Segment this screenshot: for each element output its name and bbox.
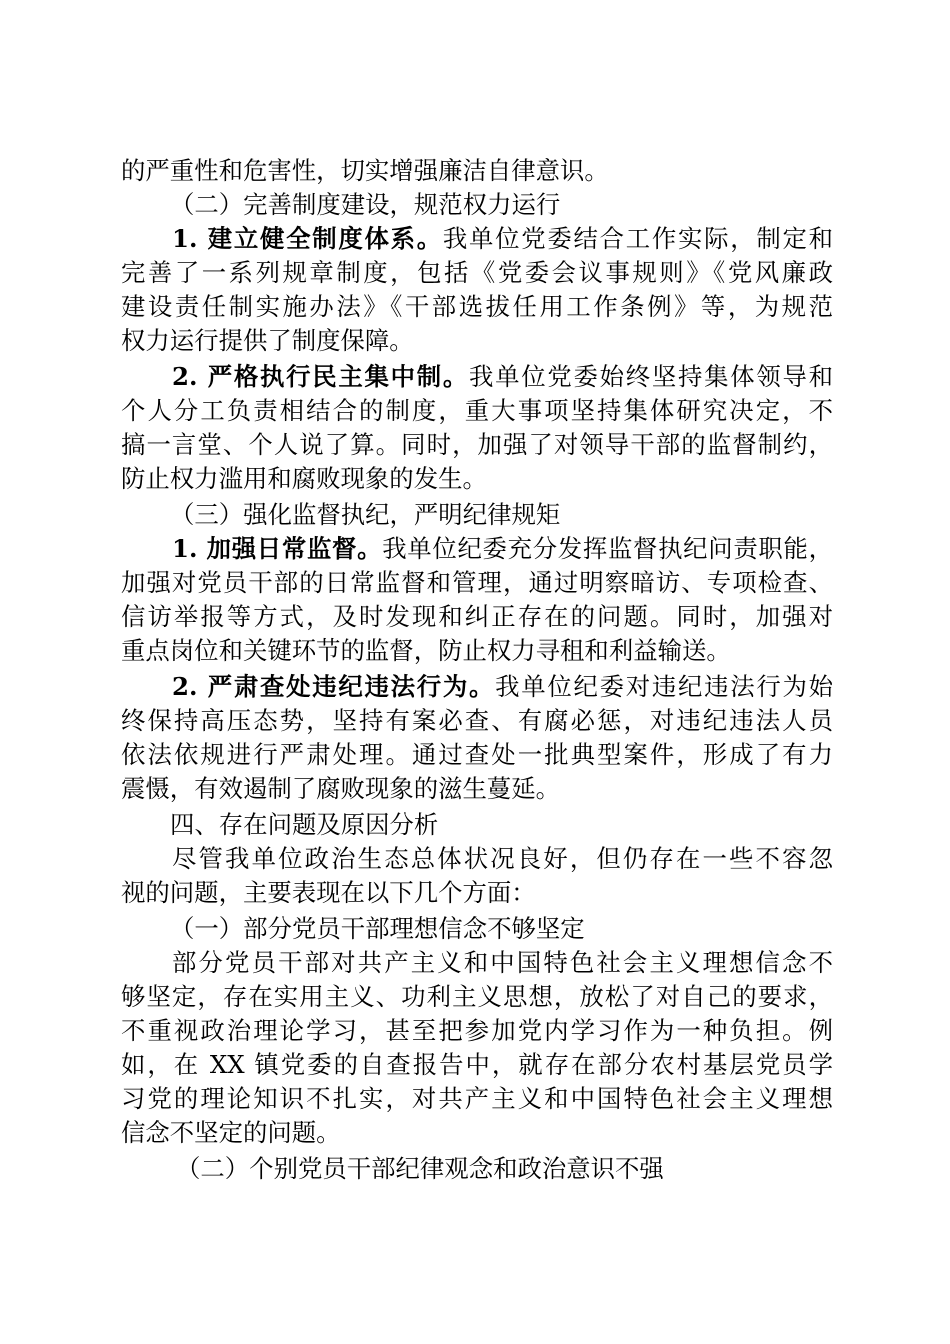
paragraph-line: 2. 严肃查处违纪违法行为。我单位纪委对违纪违法行为始 (172, 672, 833, 701)
chapter-heading: 四、存在问题及原因分析 (170, 810, 439, 839)
text-line: 视的问题，主要表现在以下几个方面： (121, 878, 536, 907)
section-heading: （二）完善制度建设，规范权力运行 (170, 190, 561, 219)
paragraph-line: 2. 严格执行民主集中制。我单位党委始终坚持集体领导和 (172, 362, 833, 391)
text-line: 如，在 XX 镇党委的自查报告中，就存在部分农村基层党员学 (121, 1050, 833, 1079)
text-line: 个人分工负责相结合的制度，重大事项坚持集体研究决定，不 (121, 396, 833, 425)
paragraph-line: 部分党员干部对共产主义和中国特色社会主义理想信念不 (172, 948, 833, 977)
text-line: 完善了一系列规章制度，包括《党委会议事规则》《党风廉政 (121, 258, 833, 287)
text-line: 权力运行提供了制度保障。 (121, 326, 414, 355)
text-line: 依法依规进行严肃处理。通过查处一批典型案件，形成了有力 (121, 740, 833, 769)
text-line: 的严重性和危害性，切实增强廉洁自律意识。 (121, 156, 609, 185)
text-line: 信访举报等方式，及时发现和纠正存在的问题。同时，加强对 (121, 602, 833, 631)
text-line: 搞一言堂、个人说了算。同时，加强了对领导干部的监督制约， (121, 430, 833, 459)
text-line: 习党的理论知识不扎实，对共产主义和中国特色社会主义理想 (121, 1084, 833, 1113)
paragraph-line: 1. 建立健全制度体系。我单位党委结合工作实际，制定和 (172, 224, 833, 253)
text-line: 建设责任制实施办法》《干部选拔任用工作条例》等，为规范 (121, 292, 833, 321)
section-heading: （二）个别党员干部纪律观念和政治意识不强 (176, 1154, 664, 1183)
paragraph-line: 1. 加强日常监督。我单位纪委充分发挥监督执纪问责职能， (172, 534, 833, 563)
section-heading: （一）部分党员干部理想信念不够坚定 (170, 914, 585, 943)
text-line: 终保持高压态势，坚持有案必查、有腐必惩，对违纪违法人员 (121, 706, 833, 735)
text-line: 重点岗位和关键环节的监督，防止权力寻租和利益输送。 (121, 636, 731, 665)
text-line: 震慑，有效遏制了腐败现象的滋生蔓延。 (121, 774, 561, 803)
text-line: 不重视政治理论学习，甚至把参加党内学习作为一种负担。例 (121, 1016, 833, 1045)
text-line: 够坚定，存在实用主义、功利主义思想，放松了对自己的要求， (121, 982, 833, 1011)
paragraph-line: 尽管我单位政治生态总体状况良好，但仍存在一些不容忽 (172, 844, 833, 873)
text-line: 防止权力滥用和腐败现象的发生。 (121, 464, 487, 493)
section-heading: （三）强化监督执纪，严明纪律规矩 (170, 500, 561, 529)
text-line: 信念不坚定的问题。 (121, 1118, 341, 1147)
text-line: 加强对党员干部的日常监督和管理，通过明察暗访、专项检查、 (121, 568, 833, 597)
